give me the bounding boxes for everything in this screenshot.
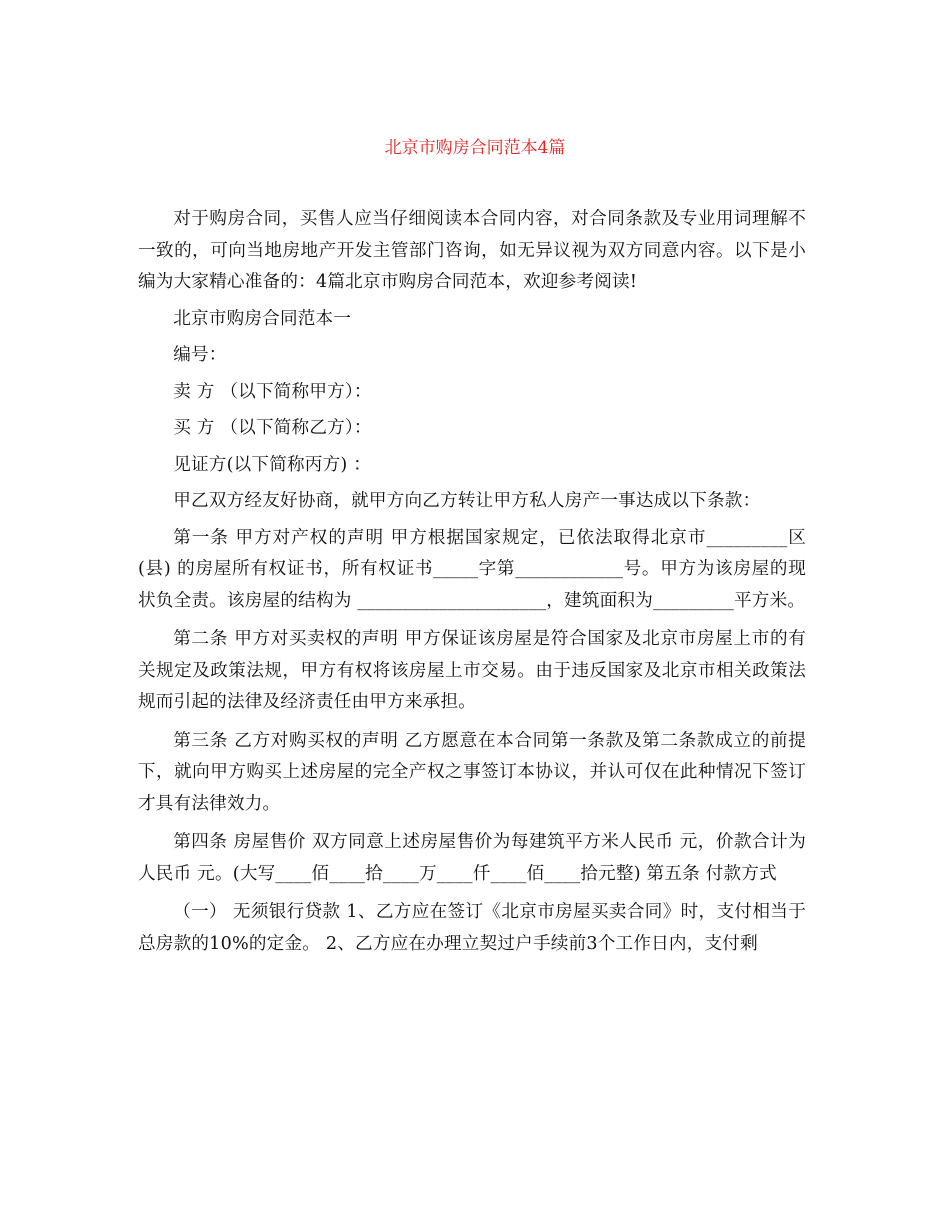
witness-line: 见证方(以下简称丙方) ： <box>173 454 372 475</box>
clause-4: 第四条 房屋售价 双方同意上述房屋售价为每建筑平方米人民币 元，价款合计为人民币 元。(大写____佰____拾____万____仟____佰____拾元整) 第五条 付款方式 <box>138 832 806 884</box>
document-body <box>138 204 806 960</box>
intro-paragraph: 对于购房合同，买售人应当仔细阅读本合同内容，对合同条款及专业用词理解不一致的，可向当地房地产开发主管部门咨询，如无异议视为双方同意内容。以下是小编为大家精心准备的：4篇北京市购房合同范本，欢迎参考阅读! <box>138 209 806 292</box>
clause-1: 第一条 甲方对产权的声明 甲方根据国家规定，已依法取得北京市_________区(县) 的房屋所有权证书，所有权证书_____字第____________号。甲方为该房屋的现状负全责。该房屋的结构为 _____________________，建筑面积为_________平方米。 <box>138 527 806 611</box>
contract-number-line: 编号： <box>173 345 227 365</box>
clause-3: 第三条 乙方对购买权的声明 乙方愿意在本合同第一条款及第二条款成立的前提下，就向甲方购买上述房屋的完全产权之事签订本协议，并认可仅在此种情况下签订才具有法律效力。 <box>138 730 806 814</box>
clause-2: 第二条 甲方对买卖权的声明 甲方保证该房屋是符合国家及北京市房屋上市的有关规定及政策法规，甲方有权将该房屋上市交易。由于违反国家及北京市相关政策法规而引起的法律及经济责任由甲方来承担。 <box>138 629 806 712</box>
seller-line: 卖 方 （以下简称甲方）： <box>173 381 372 402</box>
buyer-line: 买 方 （以下简称乙方）： <box>173 418 372 438</box>
document-title: 北京市购房合同范本4篇 <box>384 138 566 158</box>
agreement-preamble: 甲乙双方经友好协商，就甲方向乙方转让甲方私人房产一事达成以下条款： <box>173 491 761 511</box>
payment-clause: （一） 无须银行贷款 1、乙方应在签订《北京市房屋买卖合同》时，支付相当于总房款的10%的定金。 2、乙方应在办理立契过户手续前3个工作日内，支付剩 <box>138 902 806 954</box>
section-heading: 北京市购房合同范本一 <box>173 308 352 329</box>
